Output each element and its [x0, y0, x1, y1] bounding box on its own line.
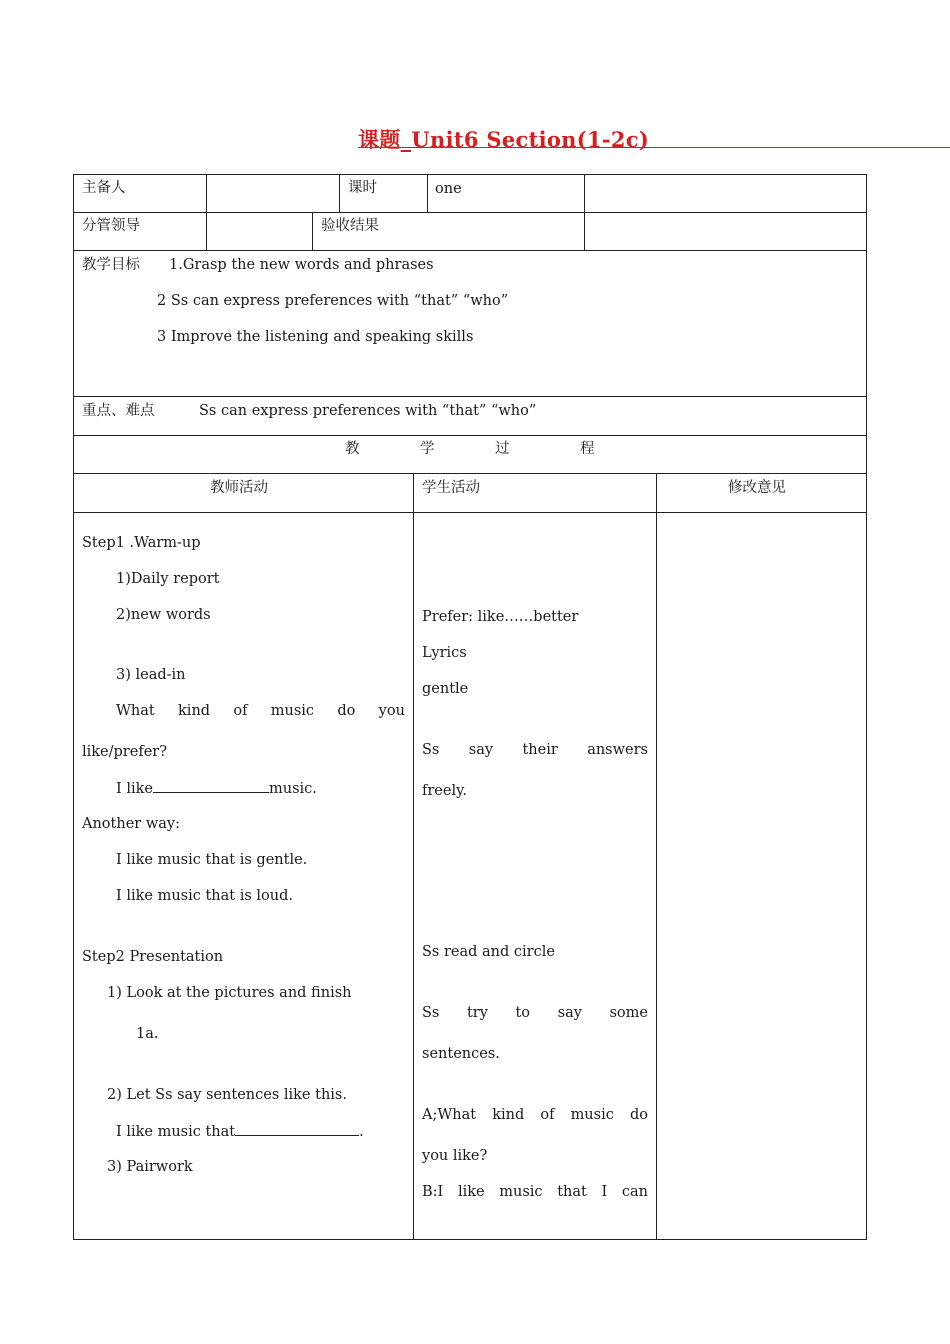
ss-freely: freely. [422, 783, 467, 799]
another-way: Another way: [82, 816, 180, 832]
sentence-start: I like music that [116, 1124, 236, 1140]
table-rule [427, 174, 428, 213]
student-word: music [499, 1184, 543, 1200]
let-ss-say: 2) Let Ss say sentences like this. [107, 1087, 347, 1103]
student-word: to [515, 1005, 531, 1021]
student-word: do [629, 1107, 648, 1123]
example-loud: I like music that is loud. [116, 888, 294, 904]
table-rule [73, 212, 867, 213]
table-rule [73, 512, 867, 513]
example-gentle: I like music that is gentle. [116, 852, 308, 868]
vocab-prefer: Prefer: like……better [422, 609, 579, 625]
daily-report: 1)Daily report [116, 571, 220, 587]
process-heading-char: 教 [345, 441, 360, 457]
step2-title: Step2 Presentation [82, 949, 224, 965]
table-rule [656, 473, 657, 1240]
question-word: you [378, 703, 405, 719]
ss-read-circle: Ss read and circle [422, 944, 555, 960]
table-rule [584, 174, 585, 251]
dialogue-a [422, 1106, 648, 1124]
question-word: What [116, 703, 155, 719]
key-points-label: 重点、难点 [82, 403, 155, 419]
table-rule [73, 473, 867, 474]
table-rule [206, 174, 207, 251]
ss-sentences: sentences. [422, 1046, 500, 1062]
question-word: music [270, 703, 315, 719]
task-1a: 1a. [136, 1026, 159, 1042]
table-border-top [73, 174, 867, 175]
student-word: answers [587, 742, 648, 758]
preparer-label: 主备人 [82, 180, 126, 196]
objective-item: 3 Improve the listening and speaking skills [157, 329, 474, 345]
period-value: one [435, 181, 462, 197]
step1-title: Step1 .Warm-up [82, 535, 201, 551]
student-word: I [601, 1184, 608, 1200]
student-activity-header: 学生活动 [422, 480, 480, 496]
student-word: some [609, 1005, 648, 1021]
objectives-label: 教学目标 [82, 257, 140, 273]
vocab-lyrics: Lyrics [422, 645, 467, 661]
table-border-bottom [73, 1239, 867, 1240]
student-word: Ss [422, 742, 440, 758]
student-word: like [457, 1184, 485, 1200]
fill-in-sentence-2 [116, 1122, 364, 1141]
key-points-text: Ss can express preferences with “that” “who” [199, 403, 537, 419]
page-title: 课题_Unit6 Section(1-2c) [358, 127, 650, 152]
pairwork: 3) Pairwork [107, 1159, 193, 1175]
student-word: that [557, 1184, 587, 1200]
objective-item: 1.Grasp the new words and phrases [169, 257, 434, 273]
table-rule [312, 212, 313, 251]
student-word: say [557, 1005, 582, 1021]
student-word: kind [492, 1107, 525, 1123]
title-underline [358, 147, 950, 148]
result-label: 验收结果 [321, 218, 379, 234]
revision-header: 修改意见 [728, 480, 786, 496]
question-word: kind [178, 703, 211, 719]
table-rule [339, 174, 340, 213]
teacher-activity-header: 教师活动 [210, 480, 268, 496]
ss-try-say [422, 1004, 648, 1022]
student-word: of [540, 1107, 555, 1123]
table-rule [73, 435, 867, 436]
student-word: B:I [422, 1184, 444, 1200]
sentence-end: . [359, 1124, 364, 1140]
process-heading-char: 学 [420, 441, 435, 457]
objective-item: 2 Ss can express preferences with “that” “who” [157, 293, 509, 309]
answer-blank [235, 1122, 359, 1136]
process-heading-char: 程 [580, 441, 595, 457]
table-border-left [73, 174, 74, 1240]
table-rule [413, 473, 414, 1240]
sentence-end: music. [268, 781, 317, 797]
look-and-finish: 1) Look at the pictures and finish [107, 985, 352, 1001]
lead-in: 3) lead-in [116, 667, 186, 683]
student-word: try [466, 1005, 488, 1021]
vocab-gentle: gentle [422, 681, 469, 697]
table-rule [73, 396, 867, 397]
student-word: music [570, 1107, 614, 1123]
ss-say-answers [422, 741, 648, 759]
lead-in-question [116, 702, 405, 720]
process-heading-char: 过 [495, 441, 510, 457]
sentence-start: I like [116, 781, 153, 797]
student-word: their [522, 742, 558, 758]
table-border-right [866, 174, 867, 1240]
student-word: say [468, 742, 494, 758]
period-label: 课时 [348, 180, 377, 196]
question-word: do [337, 703, 356, 719]
student-word: can [621, 1184, 648, 1200]
lead-in-question-end: like/prefer? [82, 744, 167, 760]
dialogue-b [422, 1183, 648, 1201]
dialogue-a-end: you like? [422, 1148, 488, 1164]
student-word: A;What [422, 1107, 477, 1123]
answer-blank [153, 779, 269, 793]
new-words: 2)new words [116, 607, 211, 623]
leader-label: 分管领导 [82, 218, 140, 234]
question-word: of [233, 703, 248, 719]
table-rule [73, 250, 867, 251]
fill-in-sentence [116, 779, 317, 798]
student-word: Ss [422, 1005, 440, 1021]
